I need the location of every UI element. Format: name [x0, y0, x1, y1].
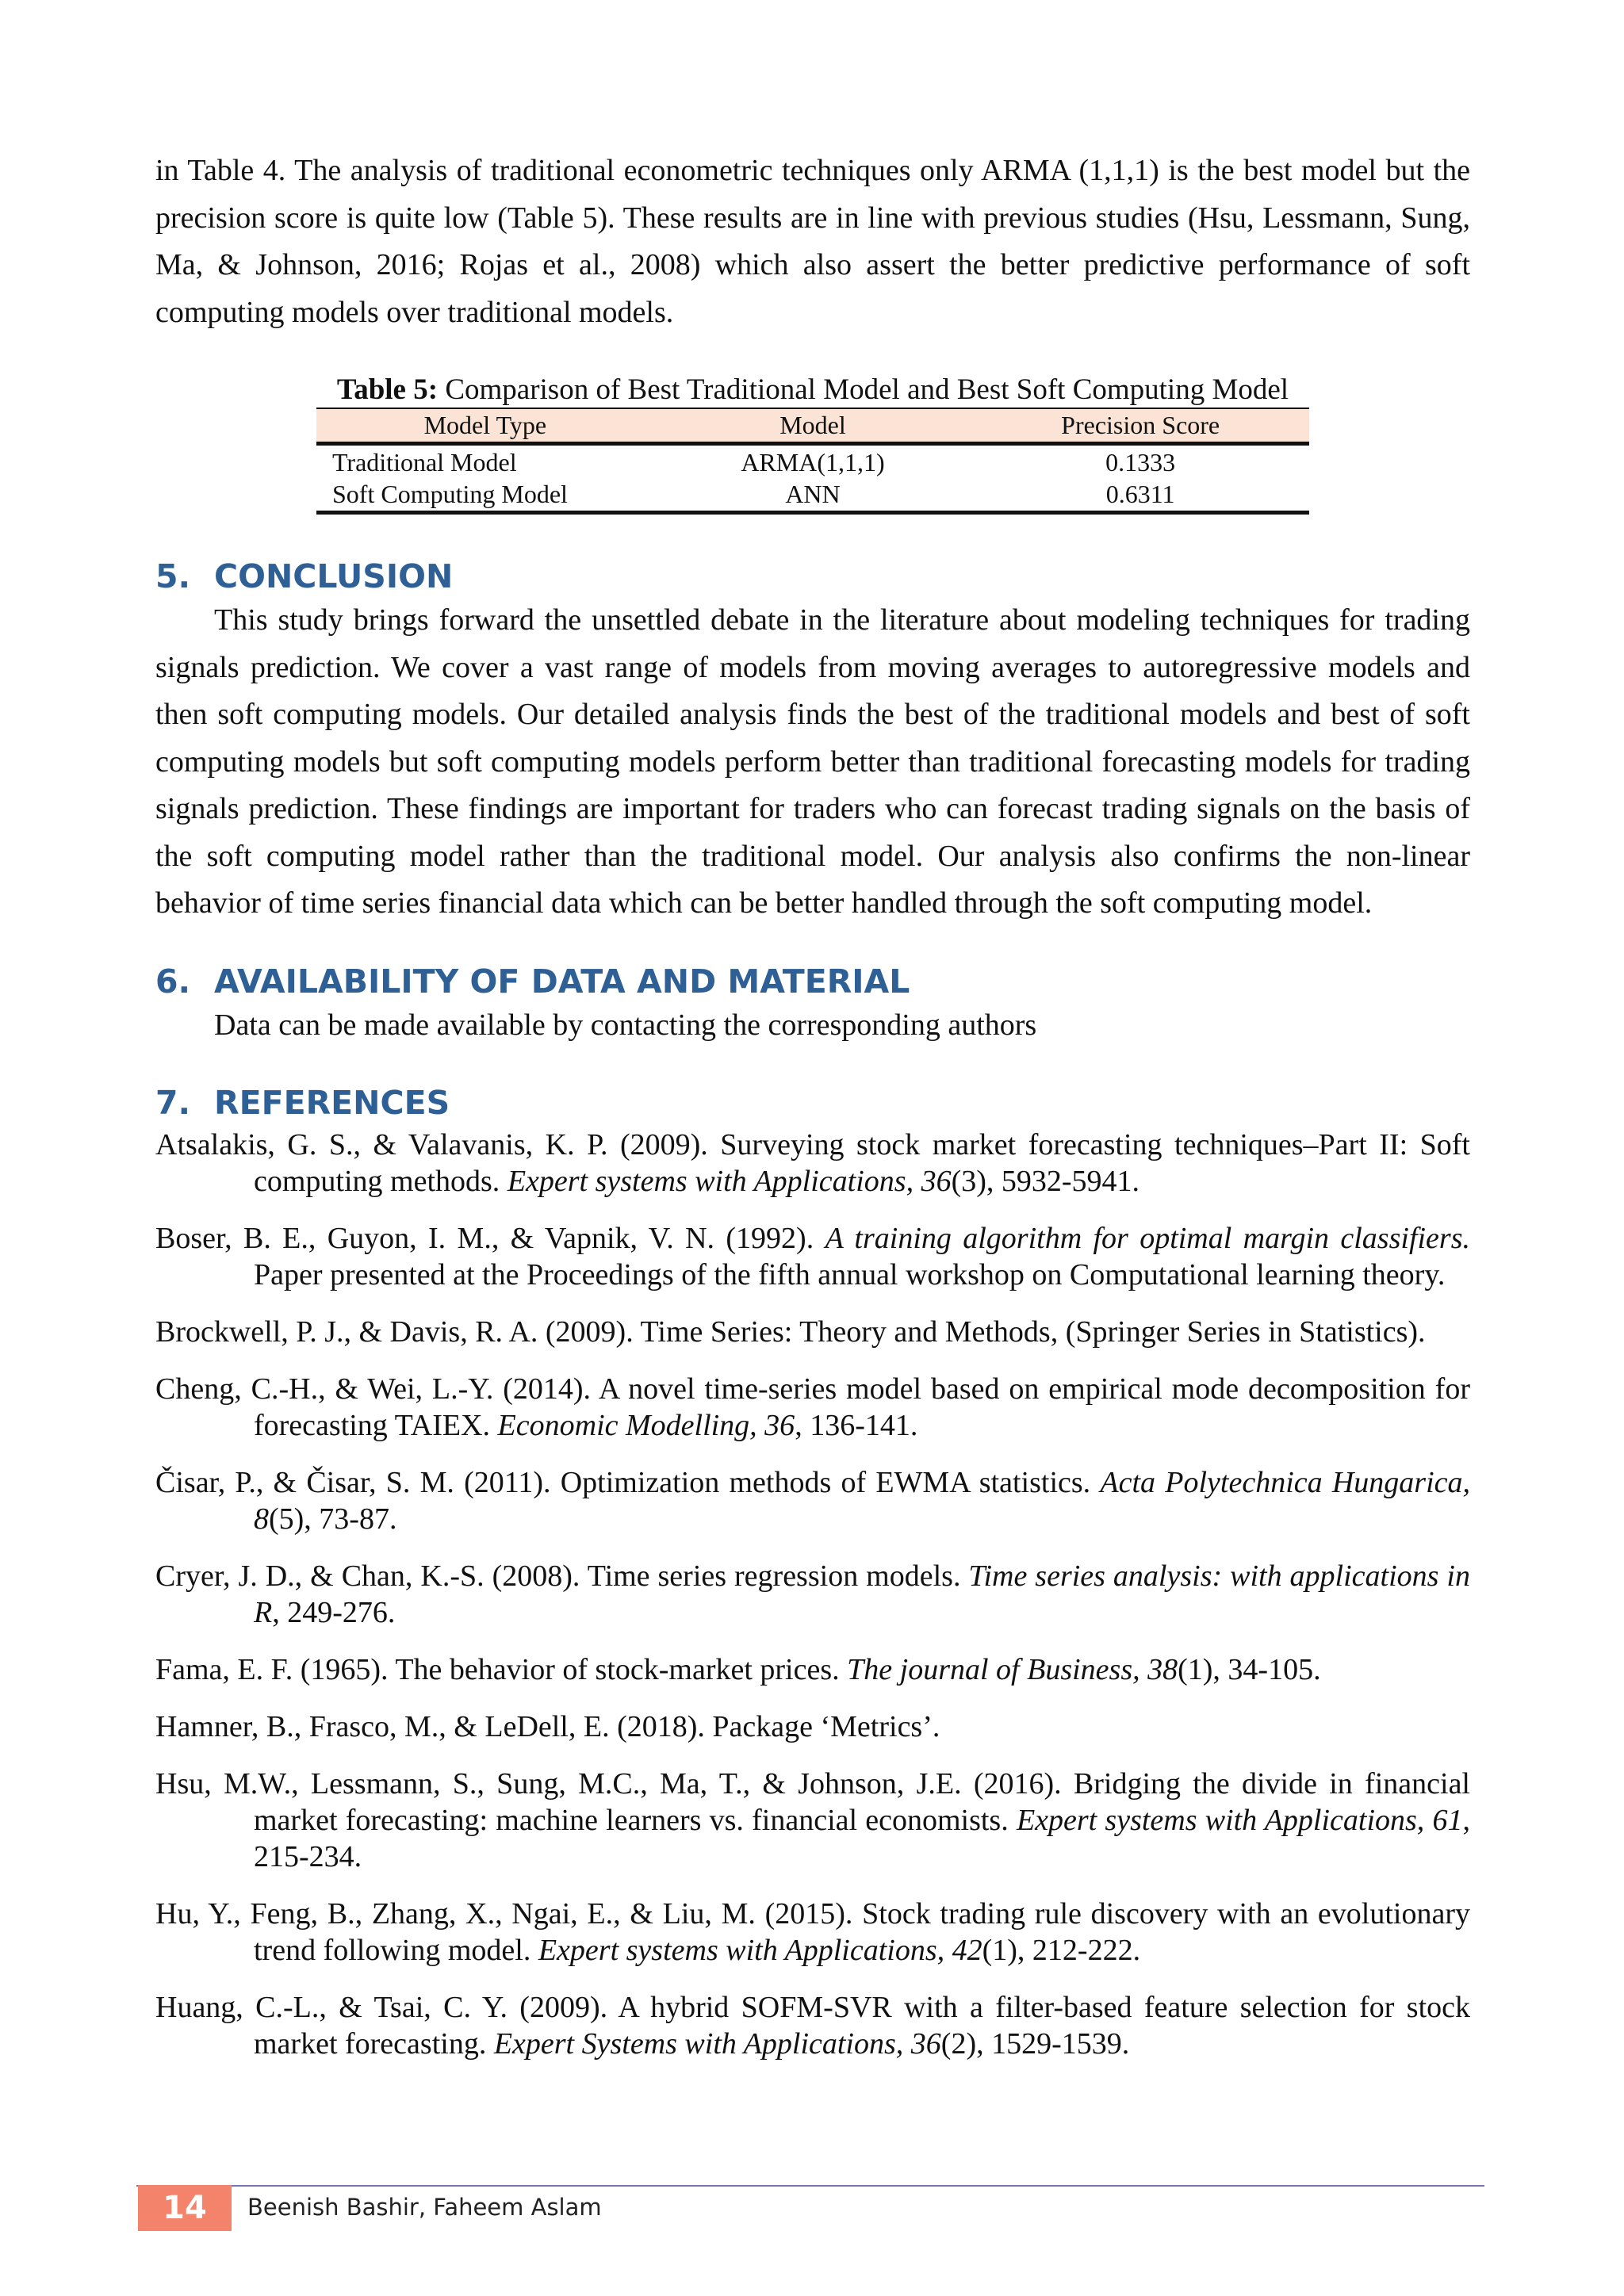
reference-text: Huang, C.-L., & Tsai, C. Y. (2009). A hybrid SOFM-SVR with a filter-based feature selection for stock market forecasting.: [155, 1991, 1470, 2061]
reference-text: Brockwell, P. J., & Davis, R. A. (2009). Time Series: Theory and Methods, (Springer Series in Statistics).: [155, 1315, 1426, 1349]
intro-paragraph: in Table 4. The analysis of traditional econometric techniques only ARMA (1,1,1) is the best model but the precision score is quite low (Table 5). These results are in line with previous studies (Hsu, Lessmann, Sung, Ma, & Johnson, 2016; Rojas et al., 2008) which also assert the better predictive performance of soft computing models over traditional models.: [155, 154, 1470, 329]
reference-item: [155, 1220, 1470, 1293]
reference-text: Hamner, B., Frasco, M., & LeDell, E. (2018). Package ‘Metrics’.: [155, 1710, 940, 1743]
reference-pages: (5), 73-87.: [269, 1502, 397, 1536]
reference-text: Čisar, P., & Čisar, S. M. (2011). Optimization methods of EWMA statistics.: [155, 1466, 1101, 1499]
reference-source: Expert systems with Applications, 61: [1016, 1804, 1463, 1837]
section-heading-conclusion: [155, 556, 1470, 597]
reference-text: Cryer, J. D., & Chan, K.-S. (2008). Time series regression models.: [155, 1559, 969, 1593]
reference-pages: Paper presented at the Proceedings of the fifth annual workshop on Computational learning theory.: [254, 1258, 1446, 1292]
section-number: 7.: [155, 1084, 191, 1122]
table-caption: [155, 373, 1470, 408]
page-content: [155, 147, 1470, 2083]
reference-item: [155, 1709, 1470, 1745]
reference-item: [155, 1464, 1470, 1537]
header-model-type: Model Type: [316, 408, 654, 444]
availability-paragraph: Data can be made available by contacting the corresponding authors: [214, 1008, 1037, 1042]
reference-source: Expert systems with Applications, 36: [507, 1165, 952, 1198]
header-precision-score: Precision Score: [971, 408, 1309, 444]
conclusion-paragraph: This study brings forward the unsettled debate in the literature about modeling techniques for trading signals prediction. We cover a vast range of models from moving averages to autoregressive models and then soft computing models. Our detailed analysis finds the best of the traditional models and best of soft computing models but soft computing models perform better than traditional forecasting models for trading signals prediction. These findings are important for traders who can forecast trading signals on the basis of the soft computing model rather than the traditional model. Our analysis also confirms the non-linear behavior of time series financial data which can be better handled through the soft computing model.: [155, 603, 1470, 920]
reference-text: Atsalakis, G. S., & Valavanis, K. P. (2009). Surveying stock market forecasting techniques–Part II: Soft computing methods.: [155, 1128, 1470, 1198]
table-row: [316, 444, 1309, 478]
reference-list: [155, 1127, 1470, 2062]
reference-text: Hu, Y., Feng, B., Zhang, X., Ngai, E., & Liu, M. (2015). Stock trading rule discovery with an evolutionary trend following model.: [155, 1897, 1470, 1967]
reference-pages: , 215-234.: [254, 1804, 1470, 1873]
reference-item: [155, 1896, 1470, 1969]
reference-item: [155, 1651, 1470, 1688]
reference-pages: (1), 212-222.: [982, 1934, 1141, 1967]
section-number: 5.: [155, 557, 191, 595]
reference-pages: , 249-276.: [272, 1596, 396, 1629]
section-title: AVAILABILITY OF DATA AND MATERIAL: [214, 962, 910, 1001]
reference-text: Boser, B. E., Guyon, I. M., & Vapnik, V. N. (1992).: [155, 1222, 825, 1255]
table-cell-model-type: Traditional Model: [332, 448, 517, 476]
comparison-table: [316, 408, 1309, 515]
table-header-row: [316, 408, 1309, 444]
table-cell-model: ANN: [654, 477, 972, 513]
reference-pages: (2), 1529-1539.: [940, 2027, 1130, 2061]
reference-text: Fama, E. F. (1965). The behavior of stock-market prices.: [155, 1653, 848, 1686]
reference-item: [155, 1314, 1470, 1350]
reference-text: Cheng, C.-H., & Wei, L.-Y. (2014). A novel time-series model based on empirical mode decomposition for forecasting TAIEX.: [155, 1372, 1470, 1442]
reference-source: The journal of Business, 38: [847, 1653, 1178, 1686]
reference-item: [155, 1371, 1470, 1444]
reference-text: Hsu, M.W., Lessmann, S., Sung, M.C., Ma, T., & Johnson, J.E. (2016). Bridging the divide in financial market forecasting: machine learners vs. financial economists.: [155, 1767, 1470, 1837]
page-number-badge: 14: [138, 2185, 232, 2231]
header-model: Model: [654, 408, 972, 444]
table-cell-model: ARMA(1,1,1): [741, 448, 885, 476]
reference-item: [155, 1558, 1470, 1631]
reference-pages: (1), 34-105.: [1178, 1653, 1321, 1686]
reference-source: Expert Systems with Applications, 36: [493, 2027, 941, 2061]
reference-source: Acta Polytechnica Hungarica, 8: [254, 1466, 1470, 1536]
footer-authors: Beenish Bashir, Faheem Aslam: [247, 2194, 602, 2221]
reference-source: Time series analysis: with applications in R: [254, 1559, 1470, 1629]
table-row: [316, 477, 1309, 513]
reference-pages: , 136-141.: [795, 1409, 918, 1442]
table-cell-precision: 0.1333: [1105, 448, 1176, 476]
section-title: REFERENCES: [214, 1084, 450, 1122]
reference-item: [155, 1127, 1470, 1200]
reference-source: A training algorithm for optimal margin classifiers.: [825, 1222, 1471, 1255]
section-heading-references: [155, 1082, 1470, 1123]
reference-source: Economic Modelling, 36: [497, 1409, 795, 1442]
table-caption-text: Comparison of Best Traditional Model and Best Soft Computing Model: [445, 373, 1289, 406]
section-title: CONCLUSION: [214, 557, 454, 595]
reference-pages: (3), 5932-5941.: [951, 1165, 1140, 1198]
section-heading-availability: [155, 961, 1470, 1002]
reference-source: Expert systems with Applications, 42: [538, 1934, 982, 1967]
table-cell-precision: 0.6311: [971, 477, 1309, 513]
table-caption-label: Table 5:: [336, 373, 439, 406]
footer-rule: [136, 2185, 1484, 2187]
section-number: 6.: [155, 962, 191, 1001]
reference-item: [155, 1989, 1470, 2062]
table-cell-model-type: Soft Computing Model: [316, 477, 654, 513]
reference-item: [155, 1766, 1470, 1875]
